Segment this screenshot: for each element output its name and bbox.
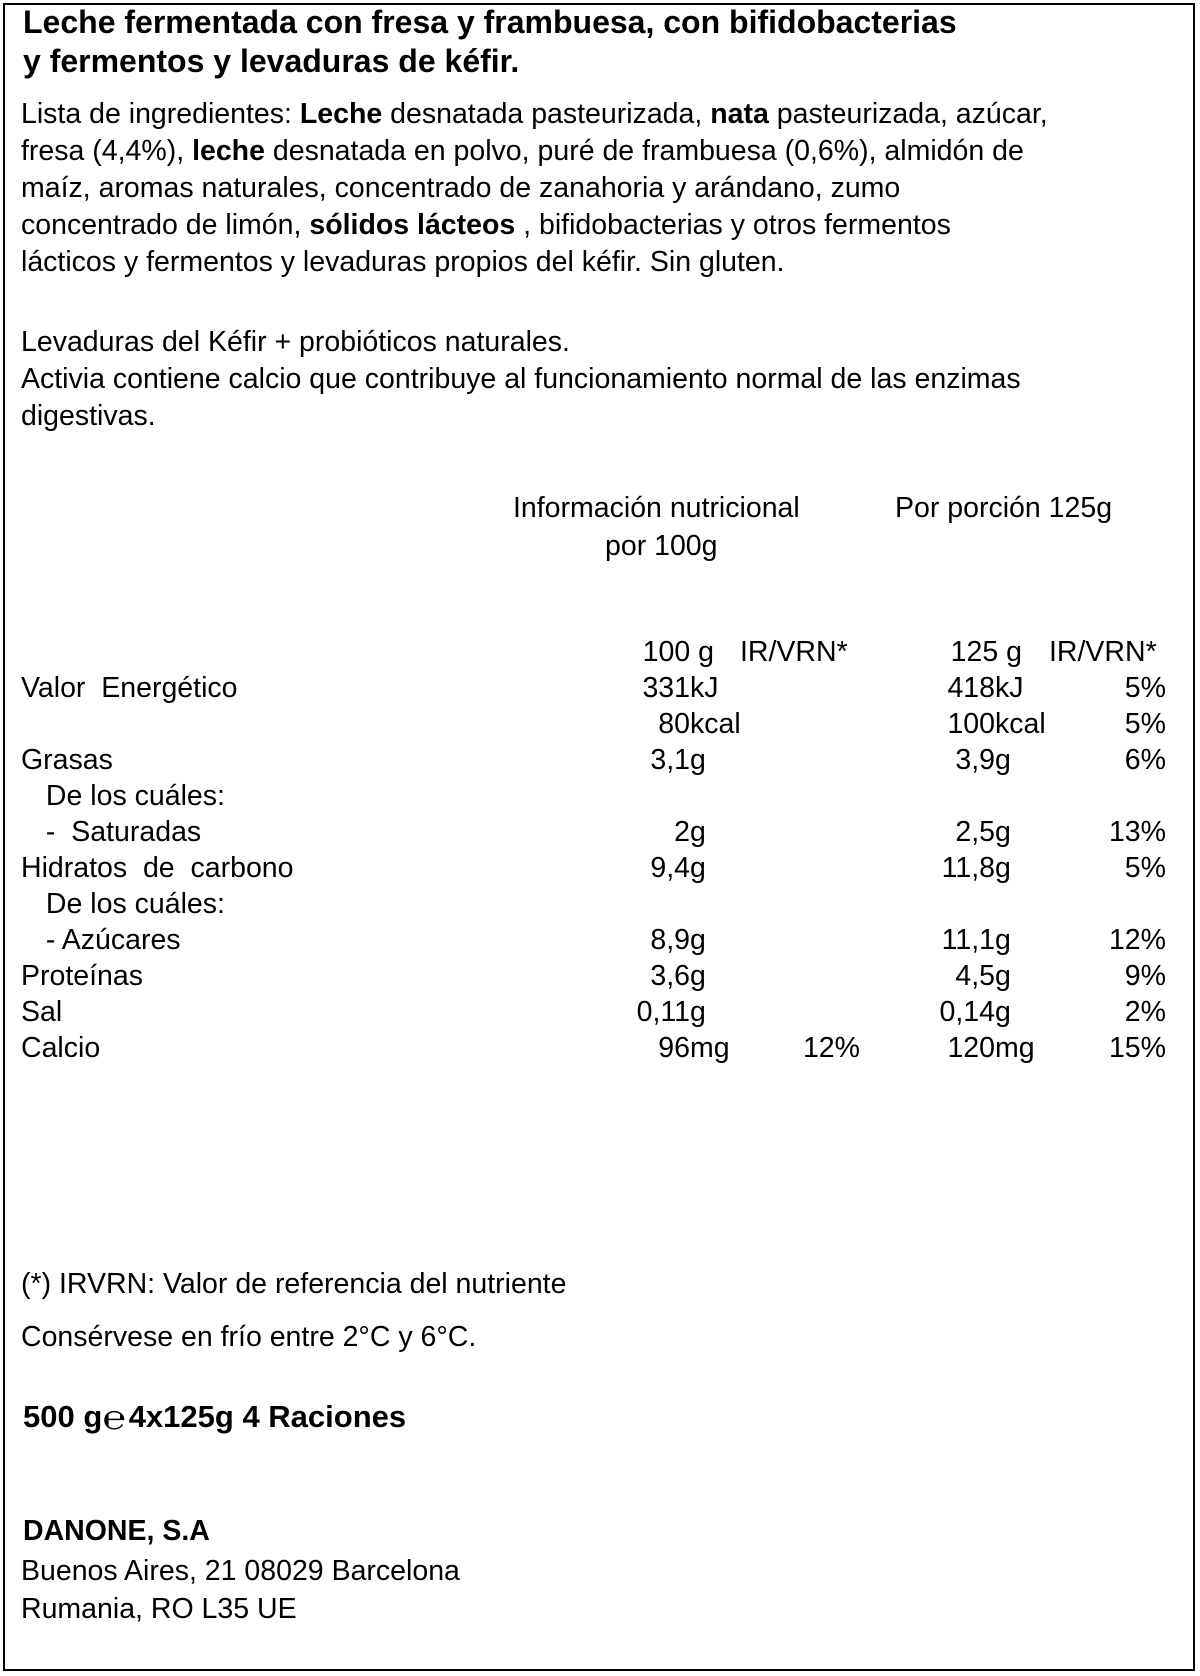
irvrn-125g: 2% bbox=[1124, 996, 1166, 1028]
nutrient-label: - Azúcares bbox=[38, 924, 181, 956]
value-100g: 2 bbox=[674, 816, 690, 848]
ingredients-line-2 bbox=[21, 133, 1024, 169]
estimated-sign-icon: ℮ bbox=[102, 1399, 127, 1437]
nutrient-label: De los cuáles: bbox=[38, 780, 225, 812]
column-header-irvrn-125g: IR/VRN* bbox=[1049, 636, 1157, 668]
nutrient-label: De los cuáles: bbox=[38, 888, 225, 920]
product-origin: Rumania, RO L35 UE bbox=[21, 1593, 297, 1625]
ingredients-text: desnatada pasteurizada, bbox=[382, 98, 711, 130]
value-100g: 80 bbox=[658, 708, 690, 740]
column-header-100g: 100 g bbox=[642, 636, 714, 668]
ingredients-line-4 bbox=[21, 207, 951, 243]
nutrient-label: Proteínas bbox=[21, 960, 143, 992]
ingredients-text: pasteurizada, azúcar, bbox=[768, 98, 1048, 130]
column-header-125g: 125 g bbox=[950, 636, 1022, 668]
value-125g: 3,9 bbox=[955, 744, 995, 776]
unit-100g: g bbox=[690, 744, 706, 776]
storage-instructions: Consérvese en frío entre 2°C y 6°C. bbox=[21, 1321, 477, 1353]
nutrition-header-per100-line-1: Información nutricional bbox=[513, 492, 800, 524]
nutrient-label: Grasas bbox=[21, 744, 113, 776]
ingredients-line-5: lácticos y fermentos y levaduras propios del kéfir. Sin gluten. bbox=[21, 246, 785, 278]
unit-125g: kcal bbox=[995, 708, 1046, 740]
irvrn-125g: 5% bbox=[1124, 708, 1166, 740]
product-title-line-1: Leche fermentada con fresa y frambuesa, con bifidobacterias bbox=[23, 4, 957, 40]
unit-125g: g bbox=[995, 960, 1011, 992]
allergen-text: sólidos lácteos bbox=[309, 209, 516, 241]
net-quantity bbox=[23, 1398, 406, 1436]
ingredients-line-1 bbox=[21, 96, 1048, 132]
ingredients-text: , bifidobacterias y otros fermentos bbox=[515, 209, 951, 241]
value-100g: 96 bbox=[658, 1032, 690, 1064]
nutrient-label: Valor Energético bbox=[21, 672, 238, 704]
unit-100g: g bbox=[690, 924, 706, 956]
pack-info: 4x125g 4 Raciones bbox=[128, 1399, 407, 1434]
irvrn-125g: 5% bbox=[1124, 672, 1166, 704]
ingredients-text: desnatada en polvo, puré de frambuesa (0,6%), almidón de bbox=[264, 135, 1024, 167]
value-100g: 3,1 bbox=[650, 744, 690, 776]
column-header-irvrn-100g: IR/VRN* bbox=[740, 636, 848, 668]
unit-125g: mg bbox=[995, 1032, 1035, 1064]
unit-125g: g bbox=[995, 852, 1011, 884]
footnote: (*) IRVRN: Valor de referencia del nutriente bbox=[21, 1268, 567, 1300]
irvrn-125g: 5% bbox=[1124, 852, 1166, 884]
product-title-line-2: y fermentos y levaduras de kéfir. bbox=[23, 43, 520, 79]
claim-line-2: Activia contiene calcio que contribuye al funcionamiento normal de las enzimas bbox=[21, 363, 1021, 395]
nutrient-label: - Saturadas bbox=[38, 816, 202, 848]
irvrn-100g: 12% bbox=[802, 1032, 860, 1064]
irvrn-125g: 15% bbox=[1108, 1032, 1166, 1064]
allergen-text: leche bbox=[192, 135, 265, 167]
unit-125g: kJ bbox=[995, 672, 1024, 704]
unit-125g: g bbox=[995, 924, 1011, 956]
unit-100g: g bbox=[690, 960, 706, 992]
claim-line-1: Levaduras del Kéfir + probióticos naturales. bbox=[21, 326, 570, 358]
claim-line-3: digestivas. bbox=[21, 400, 156, 432]
irvrn-125g: 13% bbox=[1108, 816, 1166, 848]
value-125g: 4,5 bbox=[955, 960, 995, 992]
allergen-text: Leche bbox=[299, 98, 383, 130]
unit-125g: g bbox=[995, 744, 1011, 776]
company-address: Buenos Aires, 21 08029 Barcelona bbox=[21, 1555, 460, 1587]
value-125g: 11,1 bbox=[941, 924, 995, 956]
nutrient-label: Hidratos de carbono bbox=[21, 852, 294, 884]
ingredients-text: concentrado de limón, bbox=[21, 209, 310, 241]
unit-100g: kcal bbox=[690, 708, 741, 740]
value-125g: 418 bbox=[947, 672, 995, 704]
ingredients-text: fresa (4,4%), bbox=[21, 135, 193, 167]
unit-125g: g bbox=[995, 816, 1011, 848]
value-100g: 9,4 bbox=[650, 852, 690, 884]
irvrn-125g: 6% bbox=[1124, 744, 1166, 776]
value-100g: 331 bbox=[642, 672, 690, 704]
net-weight: 500 g bbox=[23, 1399, 103, 1434]
nutrition-header-per100-line-2: por 100g bbox=[605, 530, 718, 562]
value-100g: 3,6 bbox=[650, 960, 690, 992]
nutrient-label: Calcio bbox=[21, 1032, 101, 1064]
allergen-text: nata bbox=[710, 98, 769, 130]
unit-100g: g bbox=[690, 852, 706, 884]
unit-100g: kJ bbox=[690, 672, 719, 704]
company-name: DANONE, S.A bbox=[23, 1515, 210, 1547]
nutrition-header-portion: Por porción 125g bbox=[895, 492, 1113, 524]
ingredients-line-3: maíz, aromas naturales, concentrado de zanahoria y arándano, zumo bbox=[21, 172, 901, 204]
value-125g: 0,14 bbox=[939, 996, 995, 1028]
value-100g: 8,9 bbox=[650, 924, 690, 956]
unit-100g: mg bbox=[690, 1032, 730, 1064]
unit-100g: g bbox=[690, 996, 706, 1028]
irvrn-125g: 9% bbox=[1124, 960, 1166, 992]
value-125g: 11,8 bbox=[941, 852, 995, 884]
value-125g: 120 bbox=[947, 1032, 995, 1064]
unit-125g: g bbox=[995, 996, 1011, 1028]
nutrient-label: Sal bbox=[21, 996, 63, 1028]
value-100g: 0,11 bbox=[636, 996, 690, 1028]
ingredients-text: Lista de ingredientes: bbox=[21, 98, 300, 130]
unit-100g: g bbox=[690, 816, 706, 848]
value-125g: 100 bbox=[947, 708, 995, 740]
irvrn-125g: 12% bbox=[1108, 924, 1166, 956]
value-125g: 2,5 bbox=[955, 816, 995, 848]
